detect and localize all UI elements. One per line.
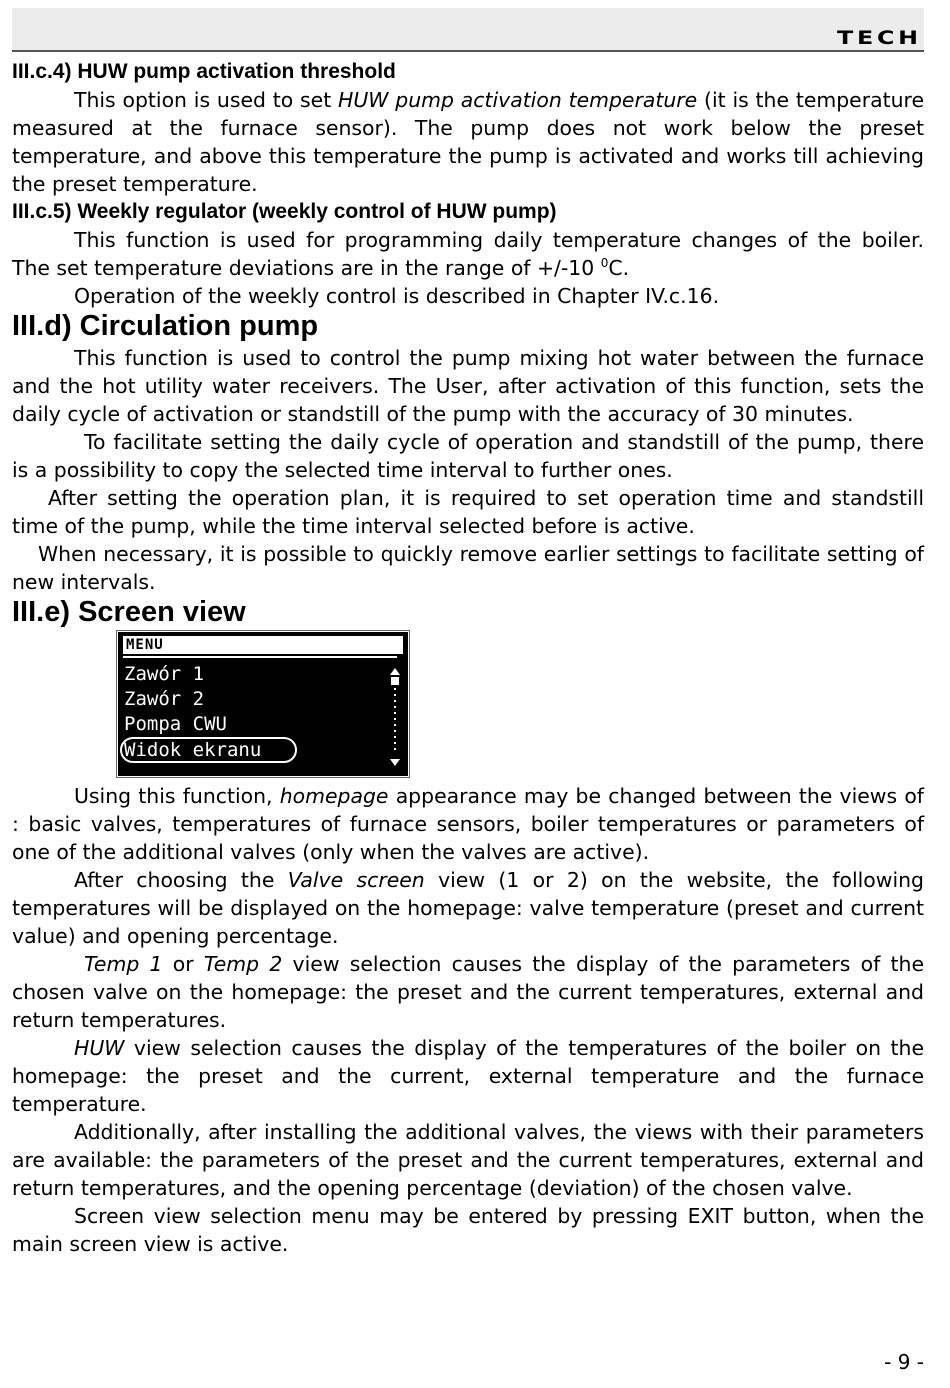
divider: [123, 656, 397, 658]
scroll-down-icon: [390, 759, 400, 766]
screen-figure: [12, 632, 924, 782]
document-body: [12, 58, 924, 1258]
page-header: [12, 8, 924, 52]
paragraph: Using this function, homepage appearance may be changed between the views of : basic valves, temperatures of furnace sensors, boiler temperatures or parameters of one of the additional valves (only when the valves are active).: [12, 784, 924, 864]
paragraph: Temp 1 or Temp 2 view selection causes the display of the parameters of the chosen valve on the homepage: the preset and the current temperatures, external and return temperatures.: [12, 952, 925, 1032]
menu-item[interactable]: Zawór 2: [124, 688, 205, 710]
paragraph: Additionally, after installing the additional valves, the views with their parameters are available: the parameters of the preset and the current temperatures, external and return temperatures, and the opening percentage (deviation) of the chosen valve.: [12, 1120, 924, 1200]
paragraph: After setting the operation plan, it is required to set operation time and standstill time of the pump, while the time interval selected before is active.: [12, 486, 924, 538]
paragraph: Screen view selection menu may be entered by pressing EXIT button, when the main screen view is active.: [12, 1204, 924, 1256]
brand-logo: TECH: [837, 27, 922, 49]
page-number: - 9 -: [884, 1350, 924, 1374]
scroll-thumb: [391, 677, 399, 685]
paragraph: This function is used for programming daily temperature changes of the boiler. The set temperature deviations are in the range of +/-10 $^0$C.: [12, 228, 924, 280]
section-heading-d: III.d) Circulation pump: [12, 310, 319, 342]
paragraph: To facilitate setting the daily cycle of operation and standstill of the pump, there is a possibility to copy the selected time interval to further ones.: [12, 430, 924, 482]
paragraph: Operation of the weekly control is described in Chapter IV.c.16.: [74, 284, 720, 308]
scrollbar[interactable]: [390, 668, 400, 766]
screen-title: MENU: [123, 636, 403, 654]
menu-item-selected[interactable]: Widok ekranu: [124, 738, 297, 762]
paragraph: When necessary, it is possible to quickly remove earlier settings to facilitate setting of new intervals.: [12, 542, 924, 594]
menu-item[interactable]: Zawór 1: [124, 663, 205, 685]
paragraph: This option is used to set HUW pump activation temperature (it is the temperature measured at the furnace sensor). The pump does not work below the preset temperature, and above this temperature the pump is activated and works till achieving the preset temperature.: [12, 88, 925, 196]
paragraph: HUW view selection causes the display of the temperatures of the boiler on the homepage: the preset and the current, external temperature and the furnace temperature.: [12, 1036, 924, 1116]
menu-item[interactable]: Pompa CWU: [124, 713, 227, 735]
section-heading-c5: III.c.5) Weekly regulator (weekly control of HUW pump): [12, 200, 557, 223]
section-heading-e: III.e) Screen view: [12, 596, 246, 628]
paragraph: After choosing the Valve screen view (1 or 2) on the website, the following temperatures will be displayed on the homepage: valve temperature (preset and current value) and opening percentage.: [12, 868, 924, 948]
controller-screen: [118, 632, 408, 776]
paragraph: This function is used to control the pump mixing hot water between the furnace and the hot utility water receivers. The User, after activation of this function, sets the daily cycle of activation or standstill of the pump with the accuracy of 30 minutes.: [12, 346, 924, 426]
scroll-up-icon: [390, 668, 400, 675]
section-heading-c4: III.c.4) HUW pump activation threshold: [12, 60, 396, 83]
scroll-track: [394, 688, 396, 754]
